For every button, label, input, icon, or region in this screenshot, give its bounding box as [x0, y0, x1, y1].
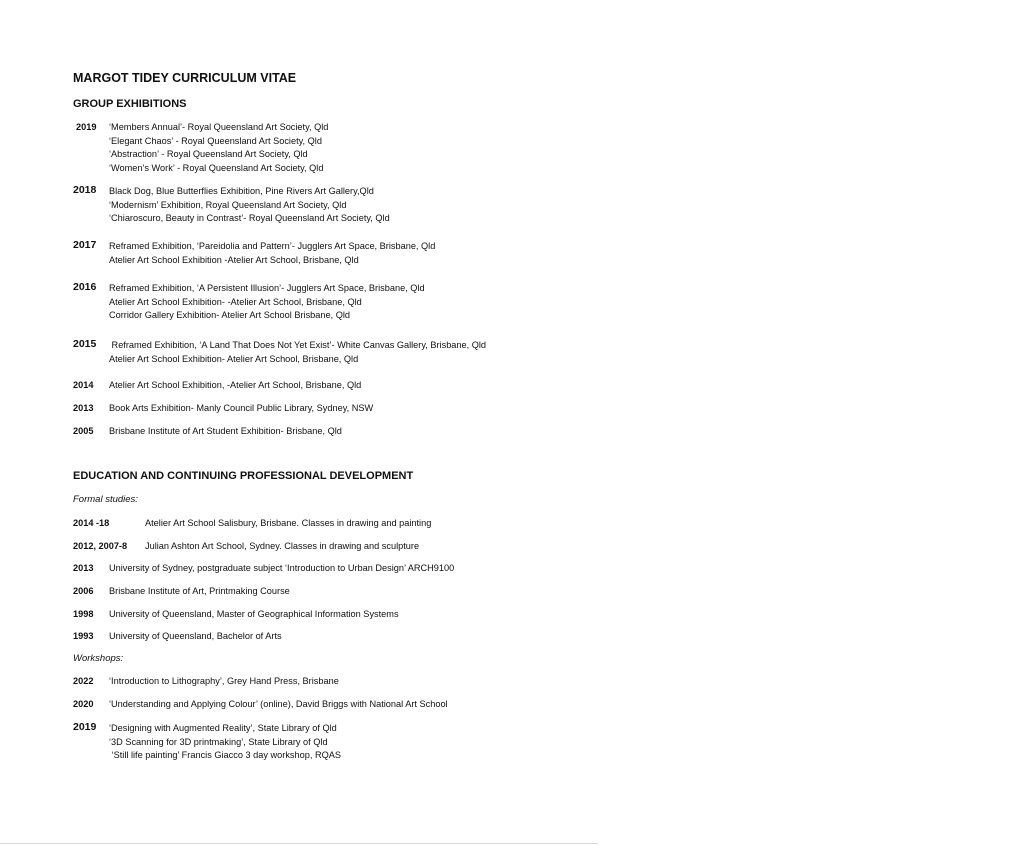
entry-line: ‘Designing with Augmented Reality’, State Library of Qld	[109, 723, 337, 733]
entry-line: ‘Members Annual’- Royal Queensland Art Society, Qld	[109, 122, 329, 132]
entry-line: Atelier Art School Exhibition -Atelier Art School, Brisbane, Qld	[109, 254, 359, 265]
group-exhibitions-heading: GROUP EXHIBITIONS	[73, 98, 187, 110]
entry-year: 2020	[73, 699, 94, 709]
entry-line: ‘Chiaroscuro, Beauty in Contrast’- Royal Queensland Art Society, Qld	[109, 213, 390, 224]
entry-year: 2015	[73, 338, 97, 350]
entry-line: University of Queensland, Bachelor of Arts	[109, 631, 282, 641]
entry-line: Atelier Art School Exhibition- Atelier Art School, Brisbane, Qld	[109, 353, 359, 364]
entry-line: Reframed Exhibition, ‘A Land That Does Not Yet Exist’- White Canvas Gallery, Brisbane, Qld	[109, 340, 487, 350]
entry-line: ‘Still life painting’ Francis Giacco 3 day workshop, RQAS	[109, 750, 341, 761]
entry-year: 2019	[76, 122, 97, 132]
entry-year: 2017	[73, 239, 97, 251]
entry-line: ‘Modernism’ Exhibition, Royal Queensland Art Society, Qld	[109, 199, 347, 210]
formal-studies-label: Formal studies:	[73, 494, 138, 505]
entry-line: ‘Elegant Chaos’ - Royal Queensland Art Society, Qld	[109, 135, 322, 146]
entry-line: Book Arts Exhibition- Manly Council Public Library, Sydney, NSW	[109, 403, 374, 413]
entry-line: Atelier Art School Exhibition- -Atelier Art School, Brisbane, Qld	[109, 296, 362, 307]
entry-line: Black Dog, Blue Butterflies Exhibition, Pine Rivers Art Gallery,Qld	[109, 186, 374, 196]
education-heading: EDUCATION AND CONTINUING PROFESSIONAL DEVELOPMENT	[73, 470, 414, 482]
entry-year: 1998	[73, 609, 94, 619]
entry-year: 2005	[73, 426, 94, 436]
document-title: MARGOT TIDEY CURRICULUM VITAE	[73, 71, 297, 85]
entry-line: ‘3D Scanning for 3D printmaking’, State Library of Qld	[109, 736, 328, 747]
entry-line: Atelier Art School Salisbury, Brisbane. Classes in drawing and painting	[145, 518, 432, 528]
workshops-label: Workshops:	[73, 653, 124, 664]
entry-line: Brisbane Institute of Art Student Exhibition- Brisbane, Qld	[109, 426, 342, 436]
entry-line: University of Sydney, postgraduate subject ‘Introduction to Urban Design’ ARCH9100	[109, 563, 455, 573]
entry-year: 1993	[73, 631, 94, 641]
entry-line: Brisbane Institute of Art, Printmaking Course	[109, 586, 290, 596]
entry-year: 2018	[73, 184, 97, 196]
entry-line: Reframed Exhibition, ‘Pareidolia and Pattern’- Jugglers Art Space, Brisbane, Qld	[109, 241, 436, 251]
entry-line: Atelier Art School Exhibition, -Atelier Art School, Brisbane, Qld	[109, 380, 362, 390]
page-bottom-divider	[0, 843, 598, 844]
entry-line: Reframed Exhibition, ‘A Persistent Illusion’- Jugglers Art Space, Brisbane, Qld	[109, 283, 425, 293]
entry-year: 2013	[73, 403, 94, 413]
entry-year: 2012, 2007-8	[73, 541, 128, 551]
entry-year: 2022	[73, 676, 94, 686]
entry-year: 2019	[73, 721, 97, 733]
entry-line: ‘Abstraction’ - Royal Queensland Art Society, Qld	[109, 149, 308, 160]
entry-line: ‘Introduction to Lithography’, Grey Hand Press, Brisbane	[109, 676, 339, 686]
entry-line: Corridor Gallery Exhibition- Atelier Art School Brisbane, Qld	[109, 310, 351, 321]
entry-line: ‘Women’s Work’ - Royal Queensland Art Society, Qld	[109, 162, 324, 173]
entry-line: University of Queensland, Master of Geographical Information Systems	[109, 609, 399, 619]
entry-line: Julian Ashton Art School, Sydney. Classes in drawing and sculpture	[145, 541, 420, 551]
entry-year: 2014 -18	[73, 518, 110, 528]
entry-year: 2014	[73, 380, 94, 390]
entry-year: 2006	[73, 586, 94, 596]
entry-year: 2013	[73, 563, 94, 573]
entry-year: 2016	[73, 281, 97, 293]
entry-line: ‘Understanding and Applying Colour’ (online), David Briggs with National Art School	[109, 699, 448, 709]
